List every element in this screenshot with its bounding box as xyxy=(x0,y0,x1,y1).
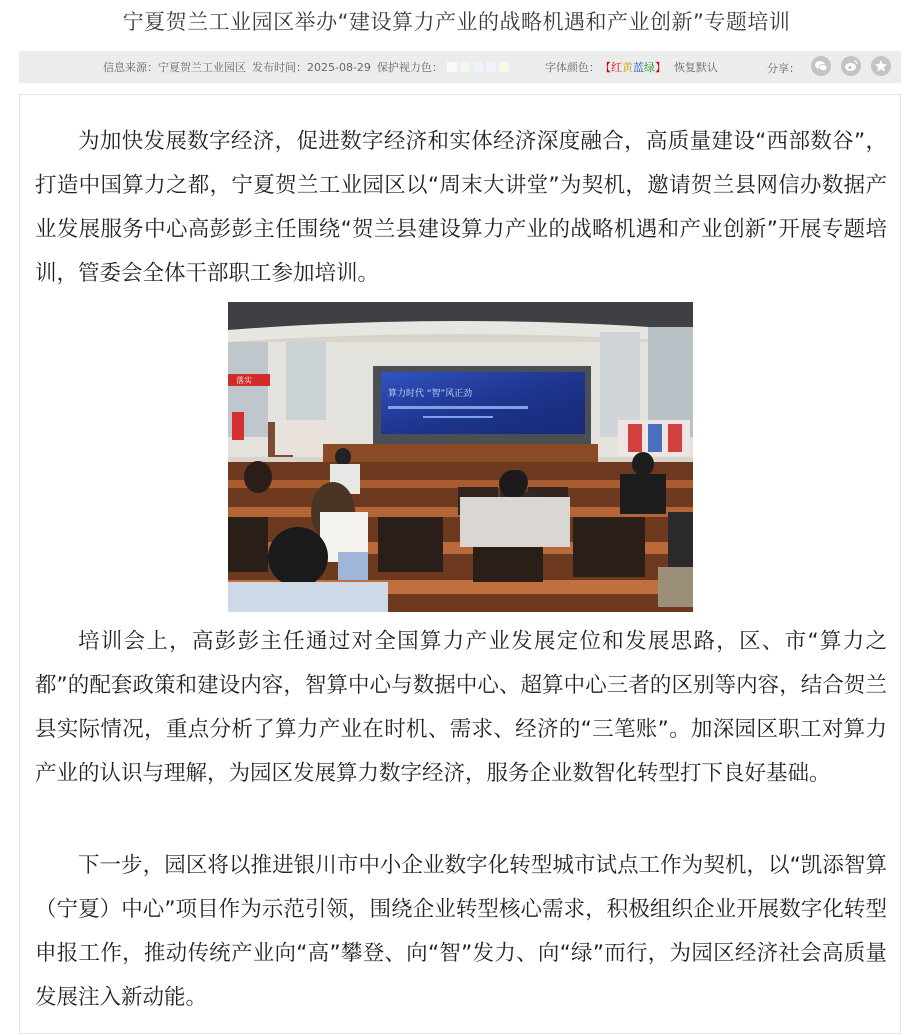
paragraph-3: 下一步，园区将以推进银川市中小企业数字化转型城市试点工作为契机，以“凯添智算（宁夏）中心”项目作为示范引领，围绕企业转型核心需求，积极组织企业开展数字化转型申报工作，推动传统产业向“高”攀登、向“智”发力、向“绿”而行，为园区经济社会高质量发展注入新动能。 xyxy=(35,853,887,1010)
eye-color-swatch[interactable] xyxy=(473,62,483,72)
eye-color-swatch[interactable] xyxy=(499,62,509,72)
training-photo xyxy=(228,302,693,612)
eye-color-swatch[interactable] xyxy=(447,62,457,72)
weibo-icon[interactable] xyxy=(841,56,861,76)
screen-title-text: 算力时代 “智”风正劲 xyxy=(388,389,473,399)
eye-protect-label: 保护视力色： xyxy=(376,61,443,74)
font-color-label: 字体颜色： xyxy=(544,61,600,74)
publish-label: 发布时间： xyxy=(252,61,307,74)
qzone-icon[interactable] xyxy=(871,56,891,76)
bracket-close: 】 xyxy=(654,61,666,74)
font-color-green-link[interactable]: 绿 xyxy=(643,61,655,74)
source-label: 信息来源： xyxy=(103,61,158,74)
font-color-red-link[interactable]: 红 xyxy=(610,61,622,74)
source-value: 宁夏贺兰工业园区 xyxy=(158,61,246,74)
wechat-icon[interactable] xyxy=(811,56,831,76)
eye-protect-swatches xyxy=(447,62,509,72)
paragraph-2: 培训会上，高彭彭主任通过对全国算力产业发展定位和发展思路，区、市“算力之都”的配套政策和建设内容，智算中心与数据中心、超算中心三者的区别等内容，结合贺兰县实际情况，重点分析了算力产业在时机、需求、经济的“三笔账”。加深园区职工对算力产业的认识与理解，为园区发展算力数字经济，服务企业数智化转型打下良好基础。 xyxy=(35,629,887,786)
paragraph-1: 为加快发展数字经济，促进数字经济和实体经济深度融合，高质量建设“西部数谷”，打造中国算力之都，宁夏贺兰工业园区以“周末大讲堂”为契机，邀请贺兰县网信办数据产业发展服务中心高彭彭主任围绕“贺兰县建设算力产业的战略机遇和产业创新”开展专题培训，管委会全体干部职工参加培训。 xyxy=(35,129,887,286)
share-label: 分享： xyxy=(767,62,800,75)
left-banner-text: 落实 xyxy=(236,376,252,385)
eye-color-swatch[interactable] xyxy=(460,62,470,72)
publish-date: 2025-08-29 xyxy=(307,60,371,74)
font-color-yellow-link[interactable]: 黄 xyxy=(621,61,633,74)
bracket-open: 【 xyxy=(599,61,611,74)
eye-color-swatch[interactable] xyxy=(486,62,496,72)
restore-default-link[interactable]: 恢复默认 xyxy=(673,61,718,74)
article-title: 宁夏贺兰工业园区举办“建设算力产业的战略机遇和产业创新”专题培训 xyxy=(122,10,791,34)
font-color-blue-link[interactable]: 蓝 xyxy=(632,61,644,74)
article-info-bar xyxy=(19,51,901,83)
